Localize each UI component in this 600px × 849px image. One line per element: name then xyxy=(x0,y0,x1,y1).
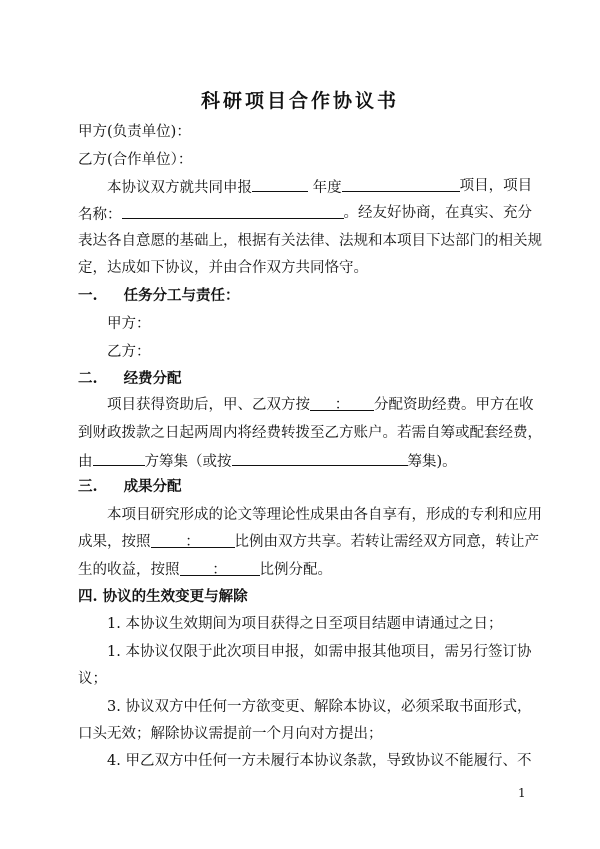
section-4-heading: 四. 协议的生效变更与解除 xyxy=(78,588,248,605)
funding-party-blank xyxy=(93,450,145,466)
section-text: 方筹集（或按 xyxy=(144,454,232,470)
party-a-label: 甲方(负责单位)： xyxy=(78,124,191,140)
section-4-item-3: 3. 协议双方中任何一方欲变更、解除本协议，必须采取书面形式， xyxy=(107,699,532,715)
section-number: 二. xyxy=(78,370,98,387)
intro-line-1 xyxy=(107,176,533,198)
section-2-line-1 xyxy=(107,395,534,415)
page-number: 1 xyxy=(518,786,526,800)
section-text: 项目获得资助后，甲、乙双方按 xyxy=(107,397,310,413)
intro-line-3: 表达各自意愿的基础上，根据有关法律、法规和本项目下达部门的相关规 xyxy=(78,233,542,249)
project-name-blank xyxy=(122,203,344,219)
intro-text: 名称： xyxy=(78,207,122,223)
year-blank xyxy=(252,176,308,192)
section-1-party-b: 乙方： xyxy=(107,344,151,360)
section-title: 经费分配 xyxy=(123,370,182,387)
section-1-party-a: 甲方： xyxy=(107,316,151,332)
section-3-line-1: 本项目研究形成的论文等理论性成果由各自享有，形成的专利和应用 xyxy=(107,507,542,523)
section-number: 三. xyxy=(78,478,98,495)
section-2-line-2: 到财政拨款之日起两周内将经费转拨至乙方账户。若需自筹或配套经费， xyxy=(78,425,542,441)
section-text: 比例由双方共享。若转让需经双方同意，转让产 xyxy=(234,534,539,550)
funding-rule-blank xyxy=(232,450,408,466)
section-3-line-3 xyxy=(78,560,526,580)
section-4-item-1: 1. 本协议生效期间为项目获得之日至项目结题申请通过之日； xyxy=(107,616,503,632)
intro-text: 。经友好协商，在真实、充分 xyxy=(343,205,532,221)
document-title: 科研项目合作协议书 xyxy=(200,90,399,112)
intro-text: 年度 xyxy=(312,180,342,196)
ratio-blank: ： xyxy=(180,560,260,576)
section-text: 筹集)。 xyxy=(407,454,457,470)
party-b-label: 乙方(合作单位）： xyxy=(78,152,193,168)
section-4-item-3-cont: 口头无效；解除协议需提前一个月向对方提出； xyxy=(78,726,383,742)
ratio-blank: ： xyxy=(151,532,235,548)
section-number: 一. xyxy=(78,287,98,304)
section-2-heading xyxy=(78,369,526,389)
section-text: 生的收益，按照 xyxy=(78,562,180,578)
section-text: 分配资助经费。甲方在收 xyxy=(374,397,534,413)
section-1-heading xyxy=(78,286,526,306)
section-text: 成果，按照 xyxy=(78,534,151,550)
project-blank xyxy=(342,176,460,192)
intro-line-4: 定，达成如下协议，并由合作双方共同恪守。 xyxy=(78,260,368,276)
section-4-item-2-cont: 议； xyxy=(78,671,107,687)
section-4-item-4: 4. 甲乙双方中任何一方未履行本协议条款，导致协议不能履行、不 xyxy=(107,753,532,769)
section-2-line-3 xyxy=(78,450,526,472)
intro-text: 本协议双方就共同申报 xyxy=(107,180,252,196)
section-4-item-2: 1. 本协议仅限于此次项目申报，如需申报其他项目，需另行签订协 xyxy=(107,644,532,660)
section-title: 任务分工与责任： xyxy=(123,287,240,304)
intro-text: 项目，项目 xyxy=(459,178,533,194)
section-text: 比例分配。 xyxy=(259,562,332,578)
section-3-heading xyxy=(78,477,526,497)
intro-line-2 xyxy=(78,203,532,225)
section-title: 成果分配 xyxy=(123,478,182,495)
section-text: 由 xyxy=(78,454,93,470)
ratio-blank: ： xyxy=(310,395,374,411)
section-3-line-2 xyxy=(78,532,539,552)
